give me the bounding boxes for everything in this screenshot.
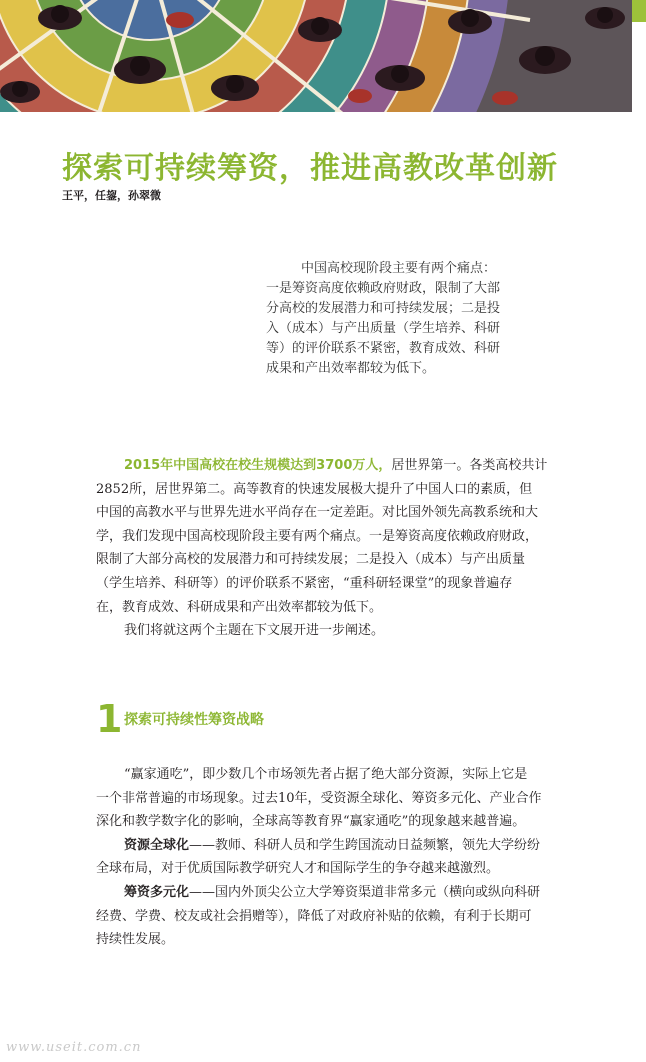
section-title: 探索可持续性筹资战略: [124, 712, 264, 728]
section-body: [96, 763, 570, 952]
keyword-funding-diversification: 筹资多元化: [124, 884, 190, 900]
section-line: 全球布局，对于优质国际教学研究人才和国际学生的争夺越来越激烈。: [96, 861, 500, 877]
intro-line: 2852所，居世界第二。高等教育的快速发展极大提升了中国人口的素质，但: [96, 481, 533, 497]
intro-line: 学，我们发现中国高校现阶段主要有两个痛点。一是筹资高度依赖政府财政，: [96, 528, 539, 544]
section-line: 深化和教学数字化的影响，全球高等教育界“赢家通吃”的现象越来越普遍。: [96, 814, 526, 830]
intro-closing: 我们将就这两个主题在下文展开进一步阐述。: [124, 623, 385, 639]
watermark: www.useit.com.cn: [6, 1040, 142, 1055]
keyword-resource-globalization: 资源全球化: [124, 837, 190, 853]
abstract-line: 中国高校现阶段主要有两个痛点：: [301, 261, 497, 276]
intro-line: 在，教育成效、科研成果和产出效率都较为低下。: [96, 599, 383, 615]
article-title: 探索可持续筹资，推进高教改革创新: [62, 151, 558, 186]
section-line: [96, 834, 570, 858]
intro-line-rest: 居世界第一。各类高校共计: [391, 458, 548, 473]
intro-line: 中国的高教水平与世界先进水平尚存在一定差距。对比国外领先高教系统和大: [96, 505, 539, 521]
section-line: 一个非常普遍的市场现象。过去10年，受资源全球化、筹资多元化、产业合作: [96, 790, 542, 806]
abstract-line: 分高校的发展潜力和可持续发展；二是投: [266, 301, 501, 316]
abstract-line: 成果和产出效率都较为低下。: [266, 361, 436, 376]
intro-line: （学生培养、科研等）的评价联系不紧密，“重科研轻课堂”的现象普遍存: [96, 575, 513, 591]
intro-line: [96, 454, 570, 478]
banner-illustration: [0, 0, 632, 112]
section-line: 经费、学费、校友或社会捐赠等），降低了对政府补贴的依赖，有利于长期可: [96, 908, 532, 924]
intro-line: 限制了大部分高校的发展潜力和可持续发展；二是投入（成本）与产出质量: [96, 552, 526, 568]
abstract-line: 等）的评价联系不紧密，教育成效、科研: [266, 341, 501, 356]
green-side-tab: [632, 0, 646, 22]
article-authors: 王平，任鋆，孙翠微: [62, 189, 161, 202]
section-line: “赢家通吃”，即少数几个市场领先者占据了绝大部分资源，实际上它是: [124, 767, 528, 782]
abstract-line: 入（成本）与产出质量（学生培养、科研: [266, 321, 501, 336]
section-line: [96, 881, 570, 905]
intro-highlight: 2015年中国高校在校生规模达到3700万人，: [124, 458, 392, 473]
intro-paragraph: [96, 454, 570, 643]
section-line-rest: ——国内外顶尖公立大学筹资渠道非常多元（横向或纵向科研: [189, 884, 541, 900]
section-number: 1: [96, 697, 123, 741]
abstract: [266, 259, 566, 379]
section-line-rest: ——教师、科研人员和学生跨国流动日益频繁，领先大学纷纷: [189, 837, 541, 853]
abstract-line: 一是筹资高度依赖政府财政，限制了大部: [266, 281, 501, 296]
section-line: 持续性发展。: [96, 932, 175, 948]
crowd-illustration: [0, 0, 632, 112]
